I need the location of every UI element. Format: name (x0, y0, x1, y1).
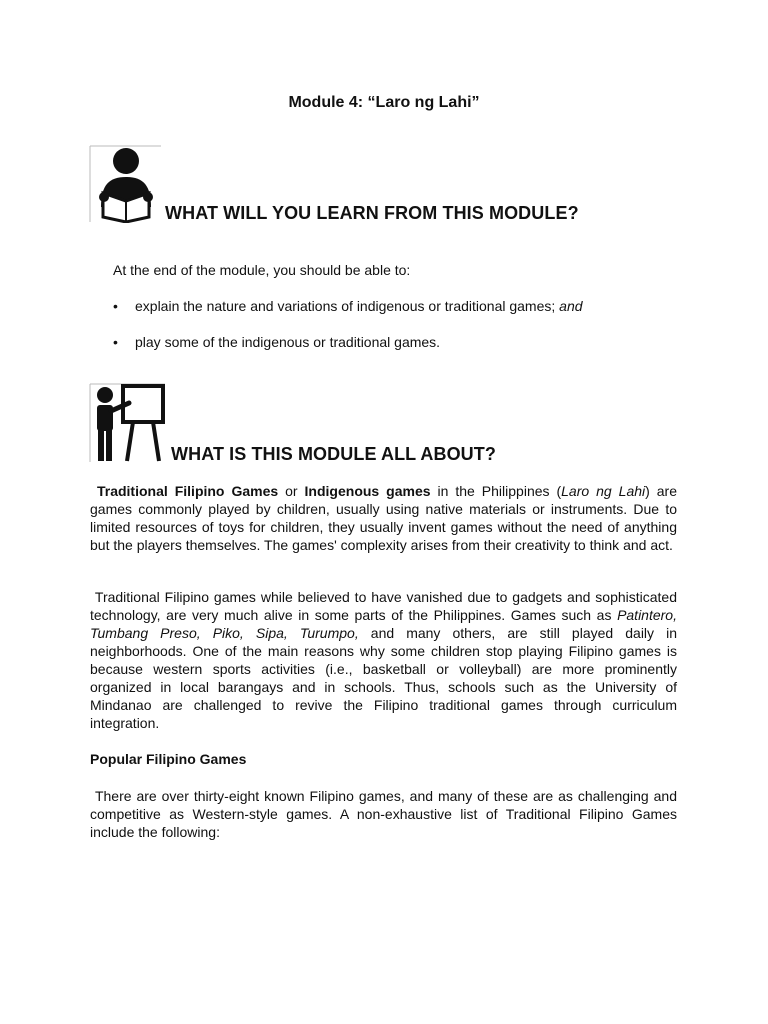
bullet-dot: • (113, 334, 118, 350)
intro-text: At the end of the module, you should be able to: (113, 262, 411, 278)
subheading-popular-games: Popular Filipino Games (90, 751, 247, 767)
module-title: Module 4: “Laro ng Lahi” (288, 94, 480, 111)
paragraph-intro: Traditional Filipino Games or Indigenous games in the Philippines (Laro ng Lahi) are games commonly played by children, usually using native materials or instruments. Due to limited resources of toys for children, they usually invent games without the need of anything but the players themselves. The games' complexity arises from their creativity to think and act. (90, 483, 678, 553)
list-item: • explain the nature and variations of indigenous or traditional games; and (113, 298, 583, 314)
teacher-board-icon (89, 383, 167, 463)
section-heading-about: WHAT IS THIS MODULE ALL ABOUT? (171, 444, 496, 464)
list-item: • play some of the indigenous or traditional games. (113, 334, 441, 350)
bullet-dot: • (113, 298, 118, 314)
section-heading-learn: WHAT WILL YOU LEARN FROM THIS MODULE? (165, 203, 579, 223)
person-reading-icon (89, 145, 163, 223)
paragraph-popular-games: There are over thirty-eight known Filipino games, and many of these are as challenging and competitive as Western-style games. A non-exhaustive list of Traditional Filipino Games include the following: (90, 788, 677, 840)
paragraph-traditional-games: Traditional Filipino games while believed to have vanished due to gadgets and sophisticated technology, are very much alive in some parts of the Philippines. Games such as Patintero, Tumbang Preso, Piko, Sipa, Turumpo, and many others, are still played daily in neighborhoods. One of the main reasons why some children stop playing Filipino games is because western sports activities (i.e., basketball or volleyball) are more prominently organized in local barangays and in schools. Thus, schools such as the University of Mindanao are challenged to revive the Filipino traditional games through curriculum integration. (90, 589, 678, 731)
